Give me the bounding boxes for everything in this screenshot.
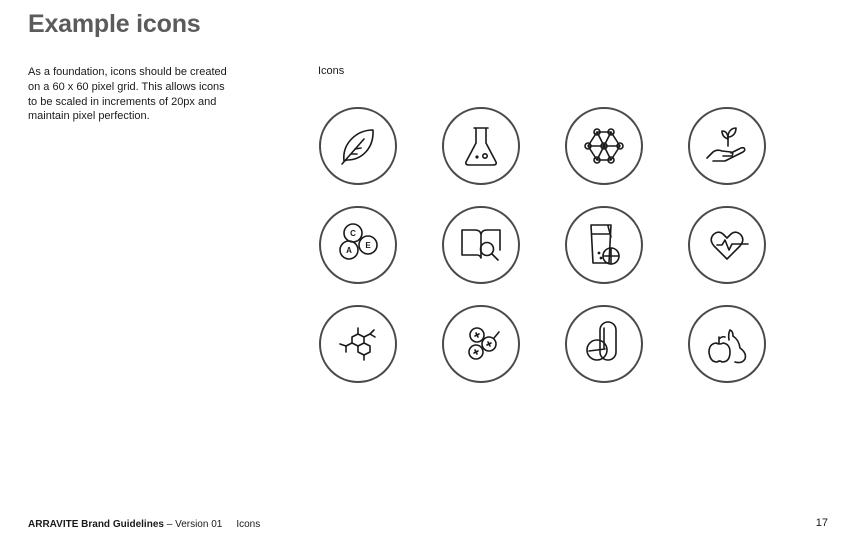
book-search-icon <box>441 205 521 285</box>
vitamin-c-letter: C <box>350 229 356 238</box>
apple-pear-icon <box>687 304 767 384</box>
vitamin-a-letter: A <box>346 246 352 255</box>
intro-paragraph: As a foundation, icons should be created on a 60 x 60 pixel grid. This allows icons to be scaled in increments of 20px and maintain pixel perfection. <box>28 66 227 123</box>
hand-with-plant-icon <box>687 106 767 186</box>
footer <box>28 519 260 530</box>
flask-icon <box>441 106 521 186</box>
section-label: Icons <box>318 65 345 77</box>
molecule-network-icon <box>564 106 644 186</box>
page-title: Example icons <box>28 10 201 38</box>
heart-pulse-icon <box>687 205 767 285</box>
glass-lemon-icon <box>564 205 644 285</box>
vitamins-cae-icon <box>318 205 398 285</box>
footer-section: Icons <box>236 519 261 530</box>
page-number: 17 <box>815 517 828 529</box>
footer-version: – Version 01 <box>163 519 223 530</box>
leaf-icon <box>318 106 398 186</box>
footer-brand: ARRAVITE Brand Guidelines <box>28 519 164 530</box>
berries-icon <box>441 304 521 384</box>
icon-grid <box>318 106 768 386</box>
capsule-tablet-icon <box>564 304 644 384</box>
vitamin-e-letter: E <box>365 241 371 250</box>
hexagon-molecule-icon <box>318 304 398 384</box>
